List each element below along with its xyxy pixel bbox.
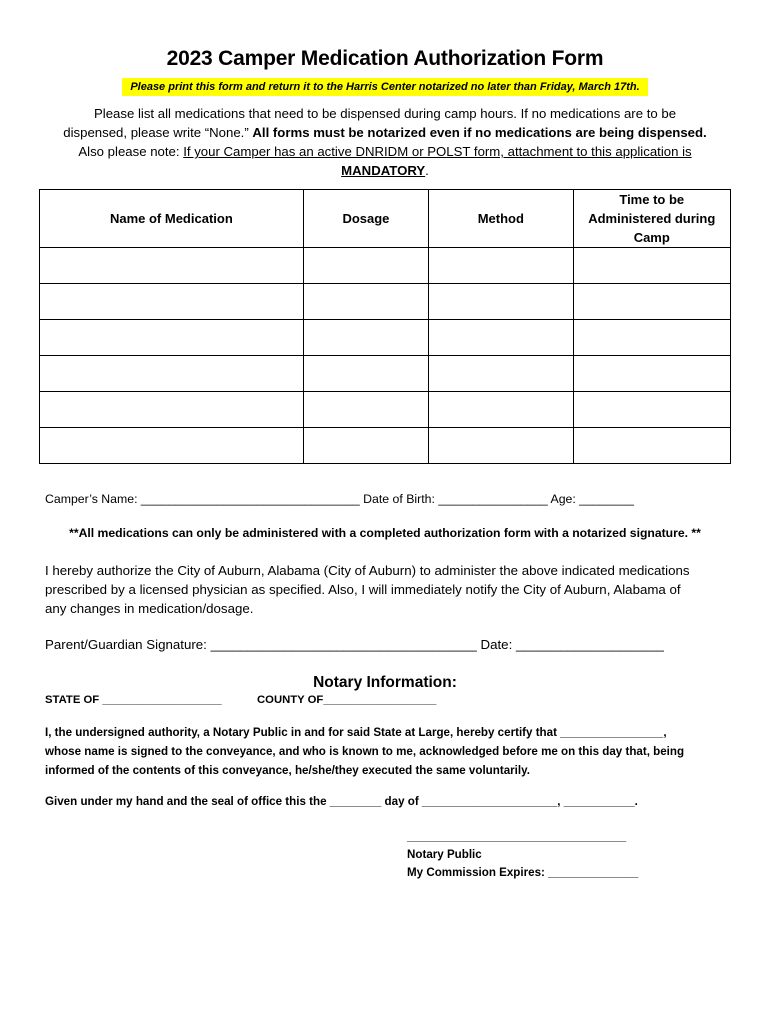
method-cell[interactable] [429,248,573,284]
county-of-field[interactable]: COUNTY OF__________________ [257,694,437,706]
certify-line-1[interactable]: I, the undersigned authority, a Notary Public in and for said State at Large, hereby certify that ________________, [45,726,667,739]
method-cell[interactable] [429,320,573,356]
header-name-of-medication: Name of Medication [40,190,304,248]
header-dosage: Dosage [303,190,428,248]
time-cell[interactable] [573,248,730,284]
instructions-line-3 [40,142,730,161]
method-cell[interactable] [429,428,573,464]
method-cell[interactable] [429,392,573,428]
time-cell[interactable] [573,284,730,320]
table-row [40,248,731,284]
notary-signature-line[interactable]: __________________________________ [407,830,627,843]
notarization-required-text: All forms must be notarized even if no medications are being dispensed. [252,125,707,140]
dosage-cell[interactable] [303,284,428,320]
table-row [40,392,731,428]
commission-expires-field[interactable]: My Commission Expires: ______________ [407,866,639,879]
state-of-field[interactable]: STATE OF ___________________ [45,694,222,706]
highlighted-deadline-notice: Please print this form and return it to the Harris Center notarized no later than Friday, March 17th. [122,78,647,96]
authorization-line-3: any changes in medication/dosage. [45,601,254,616]
time-cell[interactable] [573,320,730,356]
table-row [40,284,731,320]
certify-line-2: whose name is signed to the conveyance, and who is known to me, acknowledged before me on this day that, being [45,745,685,758]
medication-name-cell[interactable] [40,356,304,392]
instructions-none-text: dispensed, please write “None.” [63,125,253,140]
medication-table [39,189,731,464]
instructions-line-1: Please list all medications that need to be dispensed during camp hours. If no medications are to be [93,106,677,121]
time-cell[interactable] [573,356,730,392]
notice-banner [0,77,770,96]
dosage-cell[interactable] [303,356,428,392]
dosage-cell[interactable] [303,392,428,428]
parent-signature-line[interactable]: Parent/Guardian Signature: ____________________________________ Date: ____________________ [45,637,664,652]
instructions-line-2 [40,123,730,142]
time-cell[interactable] [573,392,730,428]
medication-name-cell[interactable] [40,428,304,464]
dosage-cell[interactable] [303,428,428,464]
authorization-line-1: I hereby authorize the City of Auburn, Alabama (City of Auburn) to administer the above indicated medications [45,563,690,578]
header-time-administered: Time to be Administered during Camp [573,190,730,248]
method-cell[interactable] [429,284,573,320]
method-cell[interactable] [429,356,573,392]
instructions-paragraph [40,104,730,180]
table-row [40,428,731,464]
given-under-hand-line[interactable]: Given under my hand and the seal of office this the ________ day of _____________________, ___________. [45,795,638,808]
mandatory-text: MANDATORY [341,163,426,178]
authorization-paragraph [45,561,735,618]
dnr-polst-note: If your Camper has an active DNRIDM or POLST form, attachment to this application is [183,144,692,159]
camper-info-line[interactable]: Camper’s Name: ________________________________ Date of Birth: ________________ Age: ________ [45,492,634,506]
notarized-signature-notice: **All medications can only be administered with a completed authorization form with a notarized signature. ** [69,526,701,540]
instructions-line-4 [40,161,730,180]
medication-name-cell[interactable] [40,248,304,284]
also-note-label: Also please note: [78,144,184,159]
notary-public-label: Notary Public [407,848,482,861]
certify-line-3: informed of the contents of this conveyance, he/she/they executed the same voluntarily. [45,764,530,777]
authorization-line-2: prescribed by a licensed physician as specified. Also, I will immediately notify the City of Auburn, Alabama of [45,582,681,597]
medication-name-cell[interactable] [40,284,304,320]
mandatory-period: . [425,163,429,178]
table-row [40,356,731,392]
dosage-cell[interactable] [303,320,428,356]
notary-certification-paragraph [45,723,735,780]
dosage-cell[interactable] [303,248,428,284]
table-row [40,320,731,356]
header-method: Method [429,190,573,248]
time-cell[interactable] [573,428,730,464]
medication-name-cell[interactable] [40,320,304,356]
medication-name-cell[interactable] [40,392,304,428]
notary-heading: Notary Information: [313,674,457,691]
form-title: 2023 Camper Medication Authorization Form [166,47,604,70]
medication-table-header-row [40,190,731,248]
